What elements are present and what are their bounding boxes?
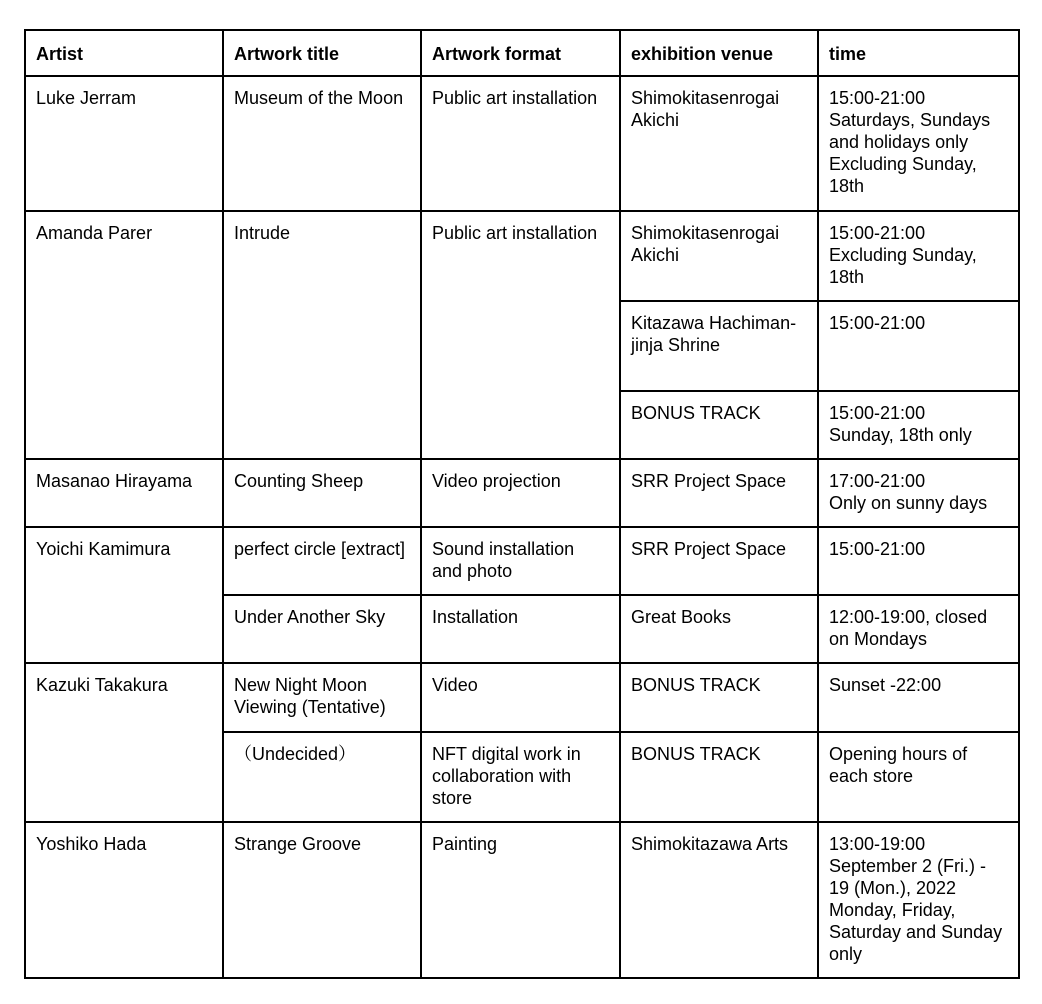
title-cell: perfect circle [extract]	[223, 527, 421, 595]
format-cell: NFT digital work in collaboration with store	[421, 732, 620, 822]
format-cell: Painting	[421, 822, 620, 978]
format-cell: Public art installation	[421, 211, 620, 459]
time-cell: 17:00-21:00 Only on sunny days	[818, 459, 1019, 527]
venue-cell: Shimokitasenrogai Akichi	[620, 76, 818, 211]
header-artist: Artist	[25, 30, 223, 76]
artist-cell: Kazuki Takakura	[25, 663, 223, 822]
time-cell: 13:00-19:00 September 2 (Fri.) - 19 (Mon.), 2022 Monday, Friday, Saturday and Sunday only	[818, 822, 1019, 978]
venue-cell: BONUS TRACK	[620, 391, 818, 459]
header-artwork-format: Artwork format	[421, 30, 620, 76]
header-exhibition-venue: exhibition venue	[620, 30, 818, 76]
table-row	[25, 211, 1019, 301]
title-cell: （Undecided）	[223, 732, 421, 822]
venue-cell: SRR Project Space	[620, 459, 818, 527]
time-cell: Sunset -22:00	[818, 663, 1019, 732]
table-row	[25, 527, 1019, 595]
format-cell: Video projection	[421, 459, 620, 527]
format-cell: Public art installation	[421, 76, 620, 211]
title-cell: New Night Moon Viewing (Tentative)	[223, 663, 421, 732]
artist-cell: Amanda Parer	[25, 211, 223, 459]
format-cell: Installation	[421, 595, 620, 663]
time-cell: 15:00-21:00 Saturdays, Sundays and holidays only Excluding Sunday, 18th	[818, 76, 1019, 211]
header-time: time	[818, 30, 1019, 76]
time-cell: 15:00-21:00	[818, 527, 1019, 595]
format-cell: Video	[421, 663, 620, 732]
artist-cell: Yoichi Kamimura	[25, 527, 223, 663]
venue-cell: Shimokitazawa Arts	[620, 822, 818, 978]
artist-cell: Yoshiko Hada	[25, 822, 223, 978]
artist-cell: Luke Jerram	[25, 76, 223, 211]
venue-cell: SRR Project Space	[620, 527, 818, 595]
title-cell: Strange Groove	[223, 822, 421, 978]
venue-cell: Kitazawa Hachiman-jinja Shrine	[620, 301, 818, 391]
venue-cell: BONUS TRACK	[620, 732, 818, 822]
title-cell: Under Another Sky	[223, 595, 421, 663]
table-row	[25, 76, 1019, 211]
artist-cell: Masanao Hirayama	[25, 459, 223, 527]
time-cell: 12:00-19:00, closed on Mondays	[818, 595, 1019, 663]
table-row	[25, 822, 1019, 978]
venue-cell: Shimokitasenrogai Akichi	[620, 211, 818, 301]
title-cell: Intrude	[223, 211, 421, 459]
table-row	[25, 459, 1019, 527]
title-cell: Museum of the Moon	[223, 76, 421, 211]
header-row	[25, 30, 1019, 76]
venue-cell: Great Books	[620, 595, 818, 663]
time-cell: 15:00-21:00 Sunday, 18th only	[818, 391, 1019, 459]
exhibition-schedule-table	[24, 29, 1020, 979]
format-cell: Sound installation and photo	[421, 527, 620, 595]
header-artwork-title: Artwork title	[223, 30, 421, 76]
title-cell: Counting Sheep	[223, 459, 421, 527]
time-cell: 15:00-21:00 Excluding Sunday, 18th	[818, 211, 1019, 301]
time-cell: Opening hours of each store	[818, 732, 1019, 822]
venue-cell: BONUS TRACK	[620, 663, 818, 732]
time-cell: 15:00-21:00	[818, 301, 1019, 391]
table-row	[25, 663, 1019, 732]
